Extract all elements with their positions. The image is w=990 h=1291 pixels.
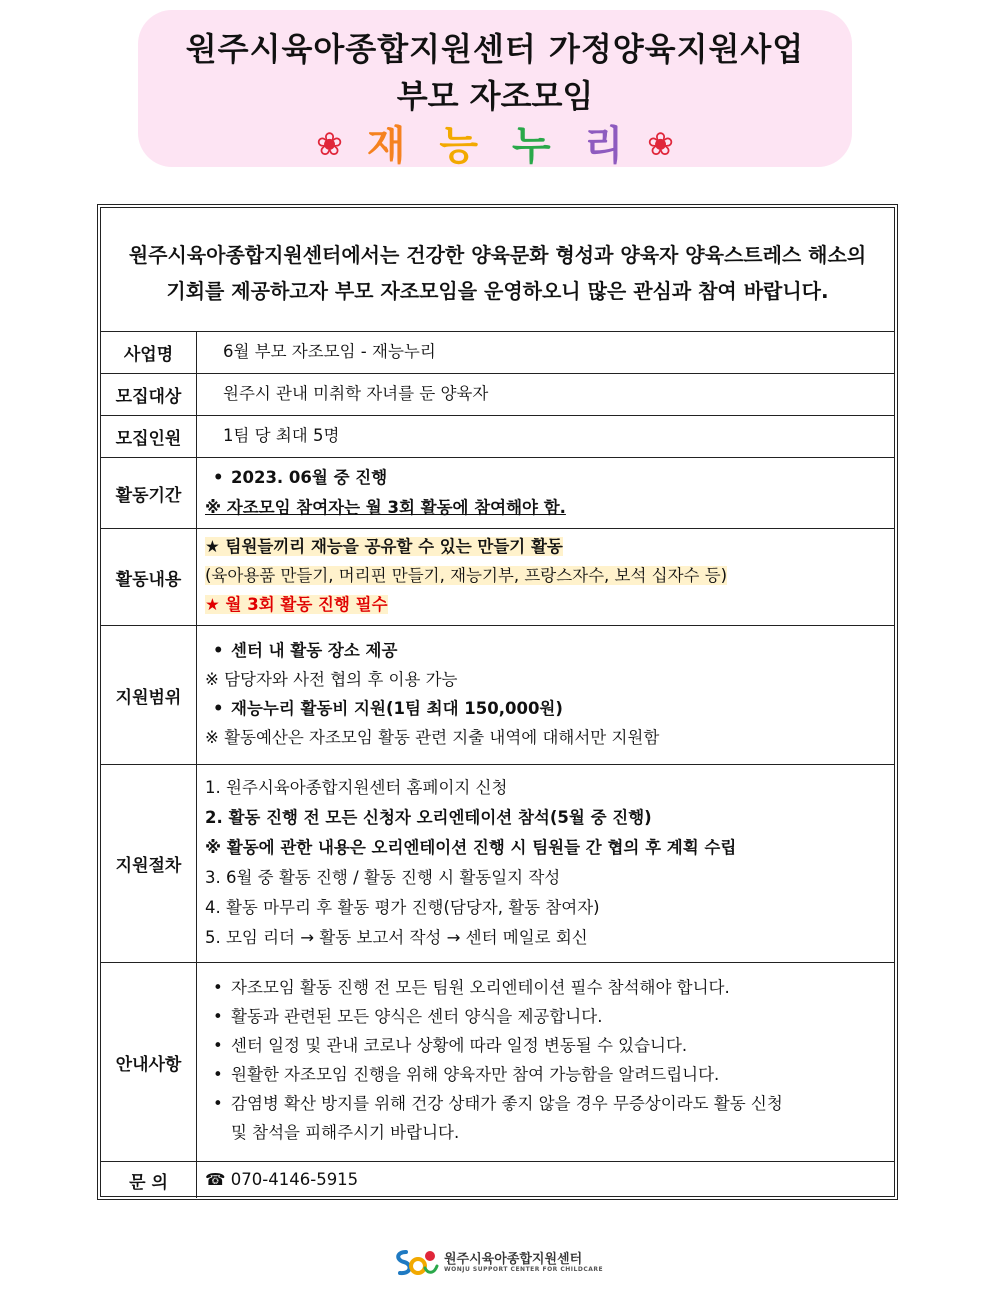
row-label: 지원절차 (101, 765, 197, 962)
content-examples: (육아용품 만들기, 머리핀 만들기, 재능기부, 프랑스자수, 보석 십자수 등) (205, 566, 728, 585)
row-label: 활동내용 (101, 529, 197, 625)
flower-icon: ❀ (316, 125, 343, 163)
org-logo (392, 1246, 607, 1280)
procedure-step: 5. 모임 리더 → 활동 보고서 작성 → 센터 메일로 회신 (205, 928, 588, 947)
flower-icon: ❀ (647, 125, 674, 163)
row-notice (101, 963, 894, 1162)
capacity-value: 1팀 당 최대 5명 (223, 426, 340, 445)
row-label: 지원범위 (101, 626, 197, 764)
procedure-step: 2. 활동 진행 전 모든 신청자 오리엔테이션 참석(5월 중 진행) (205, 808, 652, 827)
row-content (101, 529, 894, 626)
bullet: • (213, 641, 224, 660)
row-label: 문 의 (101, 1162, 197, 1198)
row-target (101, 374, 894, 416)
procedure-step: 3. 6월 중 활동 진행 / 활동 진행 시 활동일지 작성 (205, 868, 561, 887)
notice-item-continued: 및 참석을 피해주시기 바랍니다. (231, 1123, 460, 1142)
row-procedure (101, 765, 894, 963)
title-line-2: 부모 자조모임 (396, 77, 594, 115)
procedure-note: ※ 활동에 관한 내용은 오리엔테이션 진행 시 팀원들 간 협의 후 계획 수립 (205, 838, 737, 857)
info-table (97, 204, 898, 1200)
notice-item: 센터 일정 및 관내 코로나 상황에 따라 일정 변동될 수 있습니다. (231, 1036, 688, 1055)
brand-title (138, 122, 852, 168)
row-label: 안내사항 (101, 963, 197, 1161)
content-highlight: ★ 팀원들끼리 재능을 공유할 수 있는 만들기 활동 (205, 537, 563, 556)
row-scope (101, 626, 894, 765)
bullet: • (213, 1065, 223, 1084)
org-name-en: WONJU SUPPORT CENTER FOR CHILDCARE (444, 1266, 604, 1273)
title-banner (138, 10, 852, 167)
scope-note: ※ 활동예산은 자조모임 활동 관련 지출 내역에 대해서만 지원함 (205, 728, 660, 747)
title-line-1: 원주시육아종합지원센터 가정양육지원사업 (185, 30, 805, 68)
brand-char: 능 (439, 123, 479, 169)
intro-section (101, 208, 894, 332)
row-label: 모집대상 (101, 374, 197, 415)
intro-line: 원주시육아종합지원센터에서는 건강한 양육문화 형성과 양육자 양육스트레스 해소의 (128, 243, 867, 267)
row-label: 활동기간 (101, 458, 197, 528)
scope-item: 재능누리 활동비 지원(1팀 최대 150,000원) (231, 699, 563, 718)
row-project (101, 332, 894, 374)
project-value: 6월 부모 자조모임 - 재능누리 (223, 342, 436, 361)
notice-item: 원활한 자조모임 진행을 위해 양육자만 참여 가능함을 알려드립니다. (231, 1065, 720, 1084)
procedure-step: 4. 활동 마무리 후 활동 평가 진행(담당자, 활동 참여자) (205, 898, 600, 917)
row-label: 모집인원 (101, 416, 197, 457)
brand-char: 누 (511, 123, 551, 169)
bullet: • (213, 978, 223, 997)
period-note: ※ 자조모임 참여자는 월 3회 활동에 참여해야 함. (205, 498, 566, 517)
brand-char: 리 (584, 123, 624, 169)
row-period (101, 458, 894, 529)
bullet: • (213, 1007, 223, 1026)
bullet: • (213, 699, 224, 718)
bullet: • (213, 1036, 223, 1055)
brand-char: 재 (366, 123, 406, 169)
row-label: 사업명 (101, 332, 197, 373)
content-requirement: ★ 월 3회 활동 진행 필수 (205, 595, 388, 614)
scope-item: 센터 내 활동 장소 제공 (231, 641, 398, 660)
contact-phone[interactable]: ☎ 070-4146-5915 (205, 1170, 359, 1189)
bullet: • (213, 468, 224, 487)
org-name: 원주시육아종합지원센터 (444, 1252, 583, 1267)
bullet: • (213, 1094, 223, 1113)
target-value: 원주시 관내 미취학 자녀를 둔 양육자 (223, 384, 489, 403)
row-capacity (101, 416, 894, 458)
notice-item: 감염병 확산 방지를 위해 건강 상태가 좋지 않을 경우 무증상이라도 활동 신청 (231, 1094, 783, 1113)
org-logo-icon (392, 1246, 440, 1278)
intro-line: 기회를 제공하고자 부모 자조모임을 운영하오니 많은 관심과 참여 바랍니다. (166, 279, 829, 303)
scope-note: ※ 담당자와 사전 협의 후 이용 가능 (205, 670, 458, 689)
procedure-step: 1. 원주시육아종합지원센터 홈페이지 신청 (205, 778, 508, 797)
notice-item: 활동과 관련된 모든 양식은 센터 양식을 제공합니다. (231, 1007, 603, 1026)
notice-item: 자조모임 활동 진행 전 모든 팀원 오리엔테이션 필수 참석해야 합니다. (231, 978, 730, 997)
period-value: 2023. 06월 중 진행 (231, 468, 388, 487)
row-contact (101, 1162, 894, 1198)
